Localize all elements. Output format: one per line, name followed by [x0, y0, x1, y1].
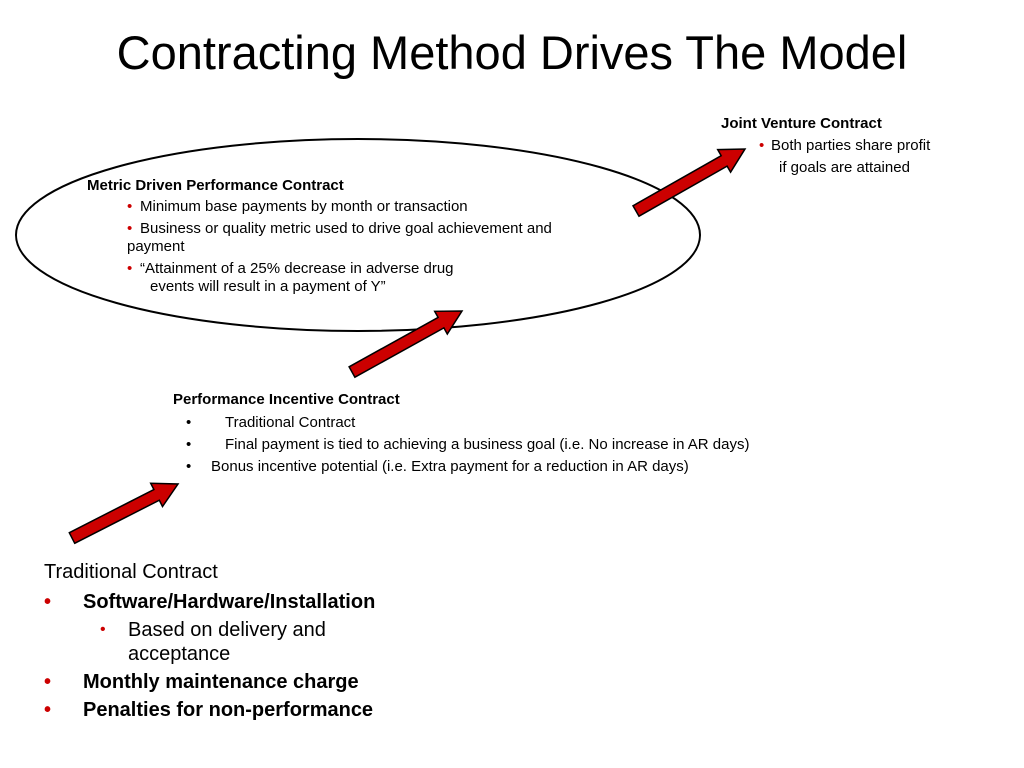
performance-incentive-section [173, 390, 793, 476]
metric-driven-bullet [87, 220, 647, 256]
list-item [173, 414, 793, 432]
traditional-subitem-text: Based on delivery and acceptance [128, 619, 326, 665]
metric-driven-section [87, 176, 647, 296]
list-item [173, 436, 793, 454]
bullet-dot-icon: • [186, 414, 192, 431]
joint-venture-bullet [759, 137, 981, 177]
traditional-section [44, 558, 464, 722]
metric-driven-bullet-line: Business or quality metric used to drive goal achievement and [140, 220, 552, 237]
metric-driven-bullet-line: payment [127, 238, 185, 255]
joint-venture-title: Joint Venture Contract [721, 115, 882, 132]
bullet-dot-icon: • [186, 458, 192, 475]
bullet-dot-icon: • [44, 699, 52, 721]
bullet-dot-icon: • [127, 198, 133, 215]
joint-venture-bullet-line: if goals are attained [779, 159, 910, 176]
performance-incentive-title: Performance Incentive Contract [173, 391, 400, 408]
arrow-to-performance-incentive-icon [69, 483, 178, 543]
traditional-item-label: Penalties for non-performance [83, 699, 374, 721]
traditional-item [44, 698, 464, 722]
metric-driven-bullet [87, 198, 647, 216]
bullet-dot-icon: • [100, 621, 106, 638]
bullet-dot-icon: • [44, 591, 52, 613]
metric-driven-bullet-line: Minimum base payments by month or transaction [140, 198, 468, 215]
list-item-text: Traditional Contract [225, 414, 356, 431]
bullet-dot-icon: • [127, 260, 133, 277]
metric-driven-bullet-line: “Attainment of a 25% decrease in adverse drug [140, 260, 454, 277]
metric-driven-bullet [87, 260, 647, 296]
bullet-dot-icon: • [127, 220, 133, 237]
traditional-item-label: Software/Hardware/Installation [83, 591, 376, 613]
bullet-dot-icon: • [44, 671, 52, 693]
traditional-item [44, 590, 464, 614]
bullet-dot-icon: • [186, 436, 192, 453]
arrow-to-metric-driven-icon [349, 311, 462, 377]
joint-venture-section [721, 114, 981, 177]
traditional-item [44, 670, 464, 694]
traditional-item-label: Monthly maintenance charge [83, 671, 359, 693]
list-item-text: Bonus incentive potential (i.e. Extra payment for a reduction in AR days) [211, 458, 689, 475]
list-item [173, 458, 793, 476]
metric-driven-bullet-line: events will result in a payment of Y” [150, 278, 386, 295]
bullet-dot-icon: • [759, 137, 765, 154]
joint-venture-bullet-line: Both parties share profit [771, 137, 931, 154]
traditional-title: Traditional Contract [44, 561, 218, 583]
page-title: Contracting Method Drives The Model [116, 26, 908, 79]
performance-incentive-list [173, 414, 793, 476]
list-item-text: Final payment is tied to achieving a business goal (i.e. No increase in AR days) [225, 436, 750, 453]
traditional-subitem [44, 618, 428, 666]
metric-driven-title: Metric Driven Performance Contract [87, 177, 344, 194]
